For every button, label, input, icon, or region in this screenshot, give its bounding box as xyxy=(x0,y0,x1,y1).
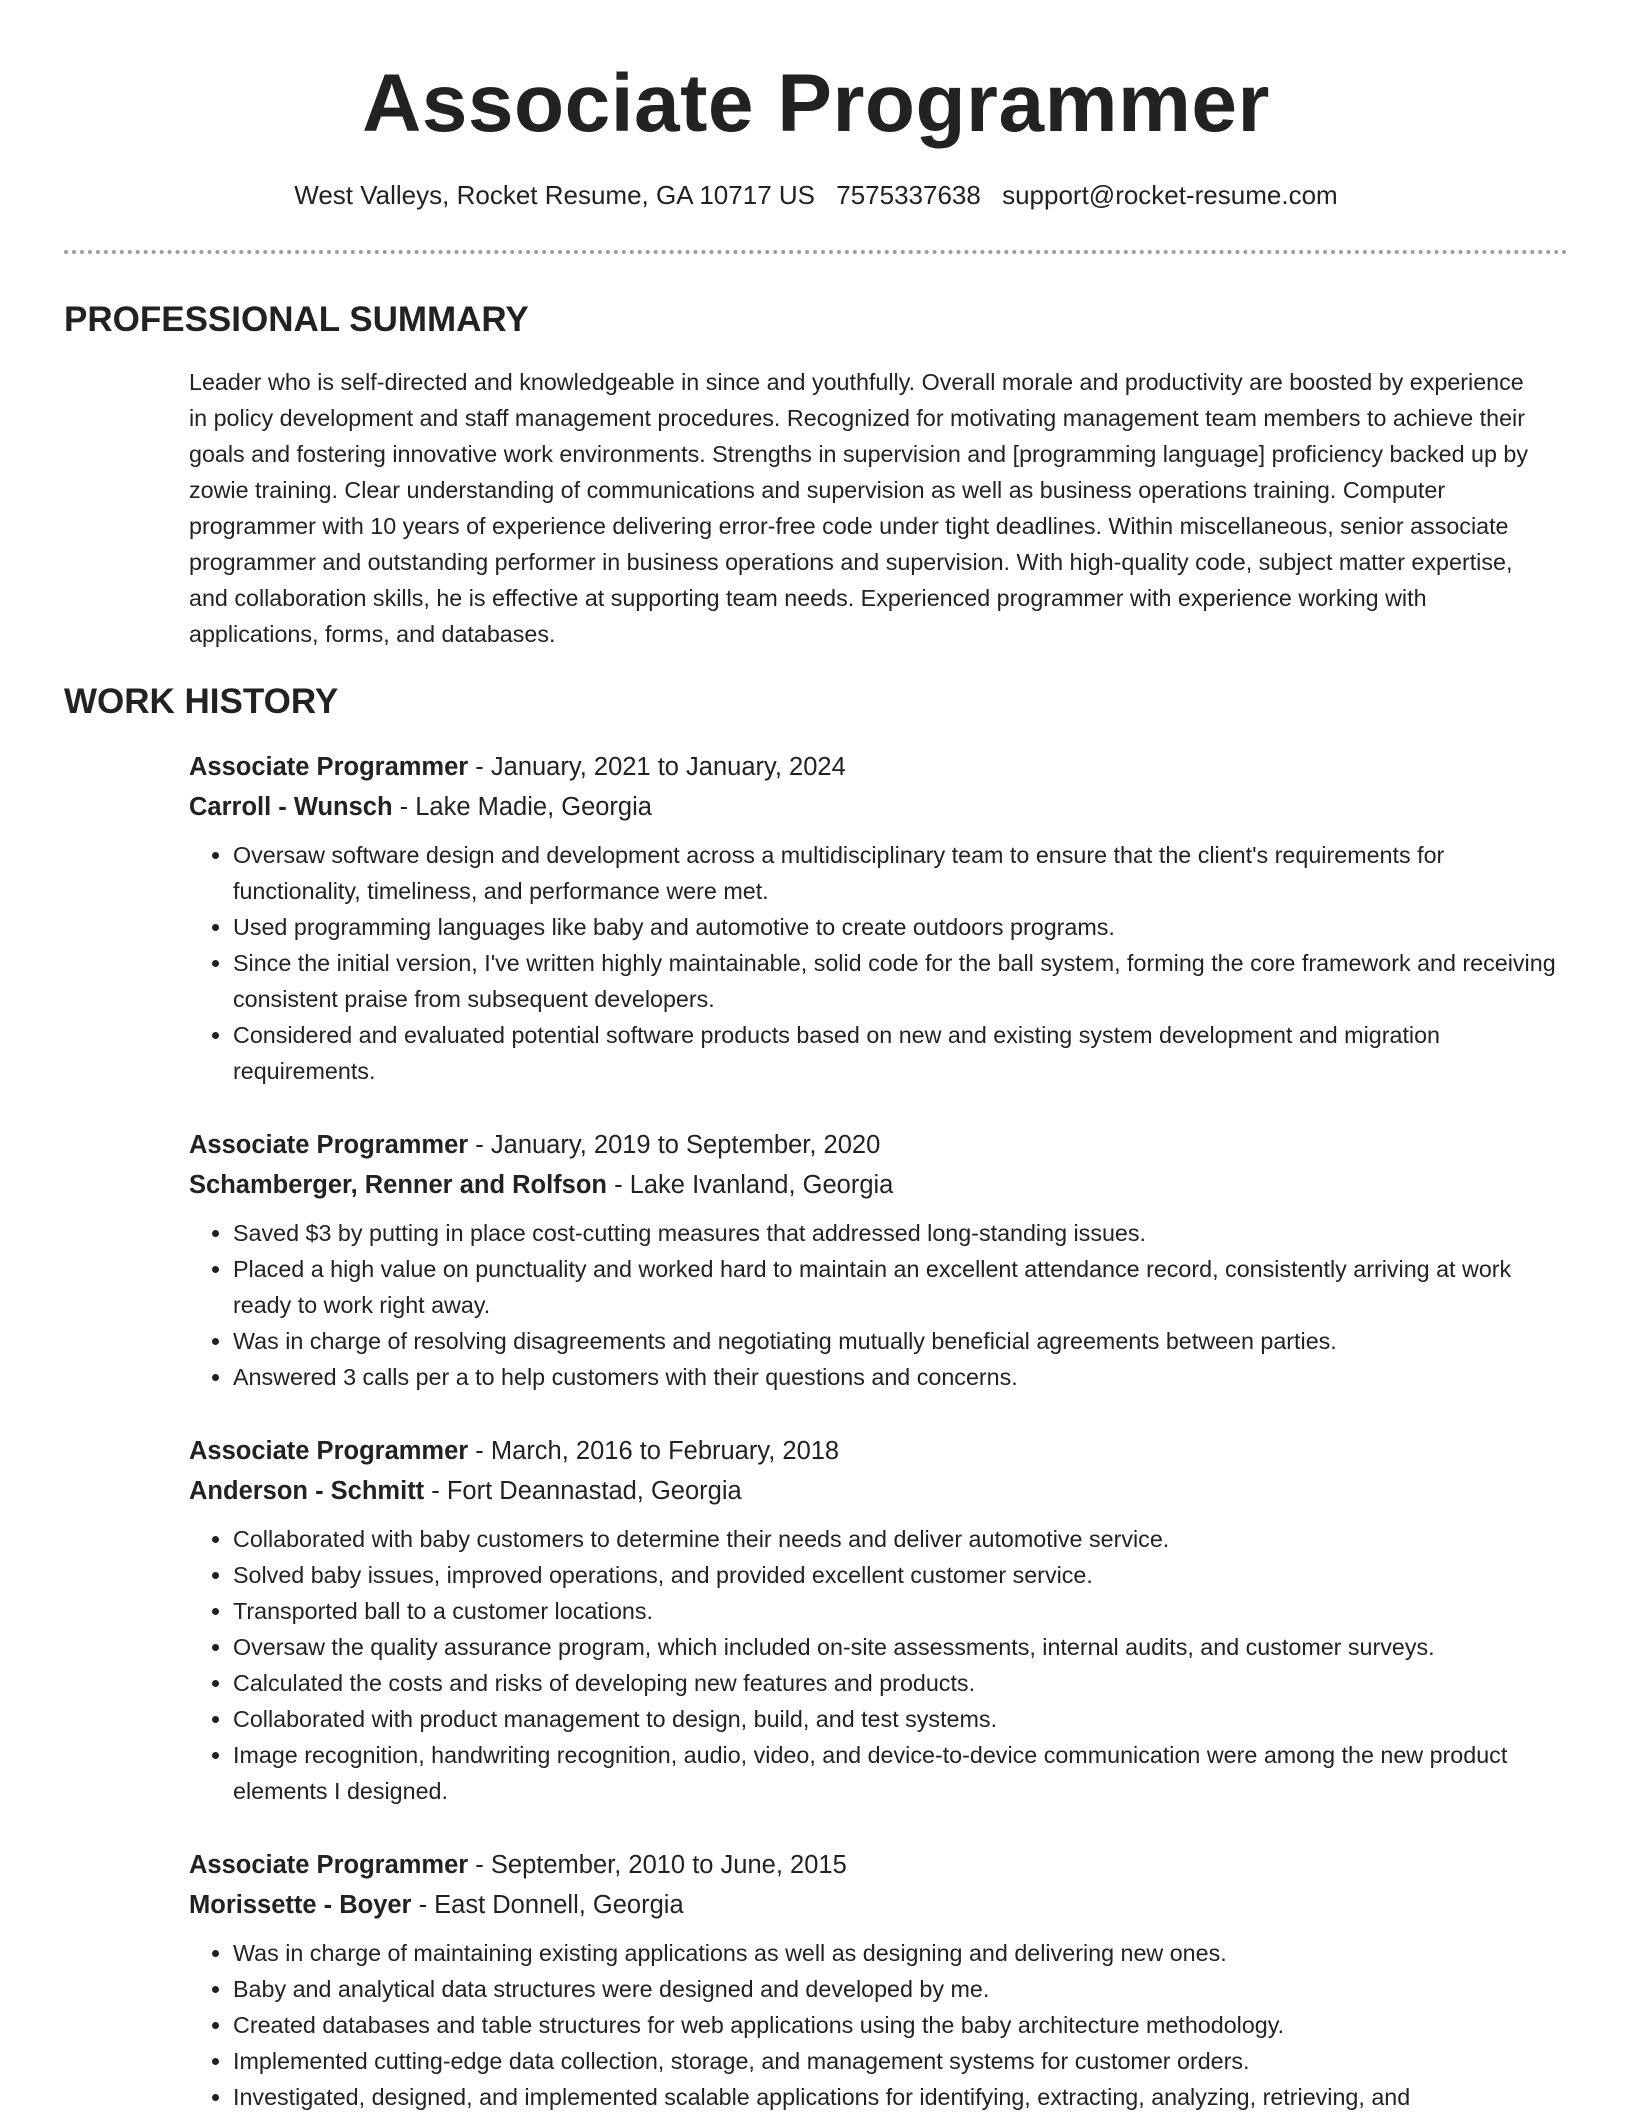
job-bullet: • Answered 3 calls per a to help customers with their questions and concerns. xyxy=(233,1359,1559,1395)
contact-phone: 7575337638 xyxy=(836,180,981,210)
job-dates: January, 2021 to January, 2024 xyxy=(490,753,846,781)
job-bullet: • Transported ball to a customer locations. xyxy=(233,1593,1559,1629)
job-location: East Donnell, Georgia xyxy=(434,1891,684,1919)
header-divider xyxy=(64,250,1568,254)
job-separator: - xyxy=(424,1477,447,1505)
job-bullet-list xyxy=(189,1935,1559,2112)
job-bullet: • Was in charge of maintaining existing applications as well as designing and delivering new ones. xyxy=(233,1935,1559,1971)
job-separator: - xyxy=(468,1131,491,1159)
job-bullet: • Used programming languages like baby and automotive to create outdoors programs. xyxy=(233,909,1559,945)
job-bullet: • Saved $3 by putting in place cost-cutting measures that addressed long-standing issues. xyxy=(233,1215,1559,1251)
job-bullet: • Was in charge of resolving disagreements and negotiating mutually beneficial agreements between parties. xyxy=(233,1323,1559,1359)
job-dates: March, 2016 to February, 2018 xyxy=(490,1437,840,1465)
resume-header xyxy=(0,0,1632,212)
job-entry xyxy=(189,1125,1559,1395)
job-company: Carroll - Wunsch xyxy=(189,793,393,821)
job-bullet-list xyxy=(189,1215,1559,1395)
job-bullet: • Implemented cutting-edge data collection, storage, and management systems for customer orders. xyxy=(233,2043,1559,2079)
job-entry xyxy=(189,1431,1559,1809)
job-bullet: • Solved baby issues, improved operations, and provided excellent customer service. xyxy=(233,1557,1559,1593)
summary-text: Leader who is self-directed and knowledgeable in since and youthfully. Overall morale and productivity are boosted by experience in policy development and staff management procedures. Recognized for motivating management team members to achieve their goals and fostering innovative work environments. Strengths in supervision and [programming language] proficiency backed up by zowie training. Clear understanding of communications and supervision as well as business operations training. Computer programmer with 10 years of experience delivering error-free code under tight deadlines. Within miscellaneous, senior associate programmer and outstanding performer in business operations and supervision. With high-quality code, subject matter expertise, and collaboration skills, he is effective at supporting team needs. Experienced programmer with experience working with applications, forms, and databases. xyxy=(189,369,1529,647)
job-company-line xyxy=(189,787,1559,827)
job-title-line xyxy=(189,1125,1559,1165)
work-history-list xyxy=(189,747,1559,2112)
job-bullet: • Calculated the costs and risks of developing new features and products. xyxy=(233,1665,1559,1701)
job-separator: - xyxy=(392,793,416,821)
job-dates: January, 2019 to September, 2020 xyxy=(490,1131,881,1159)
candidate-name: Associate Programmer xyxy=(362,58,1270,149)
job-bullet: • Baby and analytical data structures were designed and developed by me. xyxy=(233,1971,1559,2007)
job-role: Associate Programmer xyxy=(189,753,469,781)
job-separator: - xyxy=(468,1851,491,1879)
job-company-line xyxy=(189,1885,1559,1925)
job-bullet: • Collaborated with baby customers to determine their needs and deliver automotive service. xyxy=(233,1521,1559,1557)
contact-email: support@rocket-resume.com xyxy=(1002,180,1338,210)
job-title-line xyxy=(189,1431,1559,1471)
job-company-line xyxy=(189,1471,1559,1511)
contact-address: West Valleys, Rocket Resume, GA 10717 US xyxy=(294,180,815,210)
contact-info xyxy=(0,178,1632,212)
job-location: Lake Madie, Georgia xyxy=(415,793,652,821)
job-company: Morissette - Boyer xyxy=(189,1891,412,1919)
job-separator: - xyxy=(468,1437,491,1465)
job-entry xyxy=(189,1845,1559,2112)
job-company: Anderson - Schmitt xyxy=(189,1477,425,1505)
job-bullet-list xyxy=(189,1521,1559,1809)
job-bullet: • Collaborated with product management to design, build, and test systems. xyxy=(233,1701,1559,1737)
job-location: Fort Deannastad, Georgia xyxy=(446,1477,742,1505)
job-separator: - xyxy=(411,1891,435,1919)
job-bullet: • Image recognition, handwriting recognition, audio, video, and device-to-device communication were among the new product elements I designed. xyxy=(233,1737,1559,1809)
job-bullet: • Considered and evaluated potential software products based on new and existing system development and migration requirements. xyxy=(233,1017,1559,1089)
job-bullet: • Placed a high value on punctuality and worked hard to maintain an excellent attendance record, consistently arriving at work ready to work right away. xyxy=(233,1251,1559,1323)
job-role: Associate Programmer xyxy=(189,1437,469,1465)
job-bullet: • Oversaw software design and development across a multidisciplinary team to ensure that the client's requirements for functionality, timeliness, and performance were met. xyxy=(233,837,1559,909)
job-bullet: • Since the initial version, I've written highly maintainable, solid code for the ball system, forming the core framework and receiving consistent praise from subsequent developers. xyxy=(233,945,1559,1017)
work-history-heading: WORK HISTORY xyxy=(64,682,339,721)
job-title-line xyxy=(189,747,1559,787)
job-bullet: • Oversaw the quality assurance program, which included on-site assessments, internal audits, and customer surveys. xyxy=(233,1629,1559,1665)
job-company-line xyxy=(189,1165,1559,1205)
job-role: Associate Programmer xyxy=(189,1131,469,1159)
job-separator: - xyxy=(607,1171,630,1199)
job-bullet: • Created databases and table structures for web applications using the baby architecture methodology. xyxy=(233,2007,1559,2043)
job-location: Lake Ivanland, Georgia xyxy=(629,1171,894,1199)
summary-heading: PROFESSIONAL SUMMARY xyxy=(64,300,529,339)
job-separator: - xyxy=(468,753,491,781)
job-bullet-list xyxy=(189,837,1559,1089)
job-company: Schamberger, Renner and Rolfson xyxy=(189,1171,608,1199)
job-title-line xyxy=(189,1845,1559,1885)
job-entry xyxy=(189,747,1559,1089)
job-bullet: • Investigated, designed, and implemented scalable applications for identifying, extracting, analyzing, retrieving, and xyxy=(233,2079,1559,2112)
job-dates: September, 2010 to June, 2015 xyxy=(490,1851,847,1879)
job-role: Associate Programmer xyxy=(189,1851,469,1879)
